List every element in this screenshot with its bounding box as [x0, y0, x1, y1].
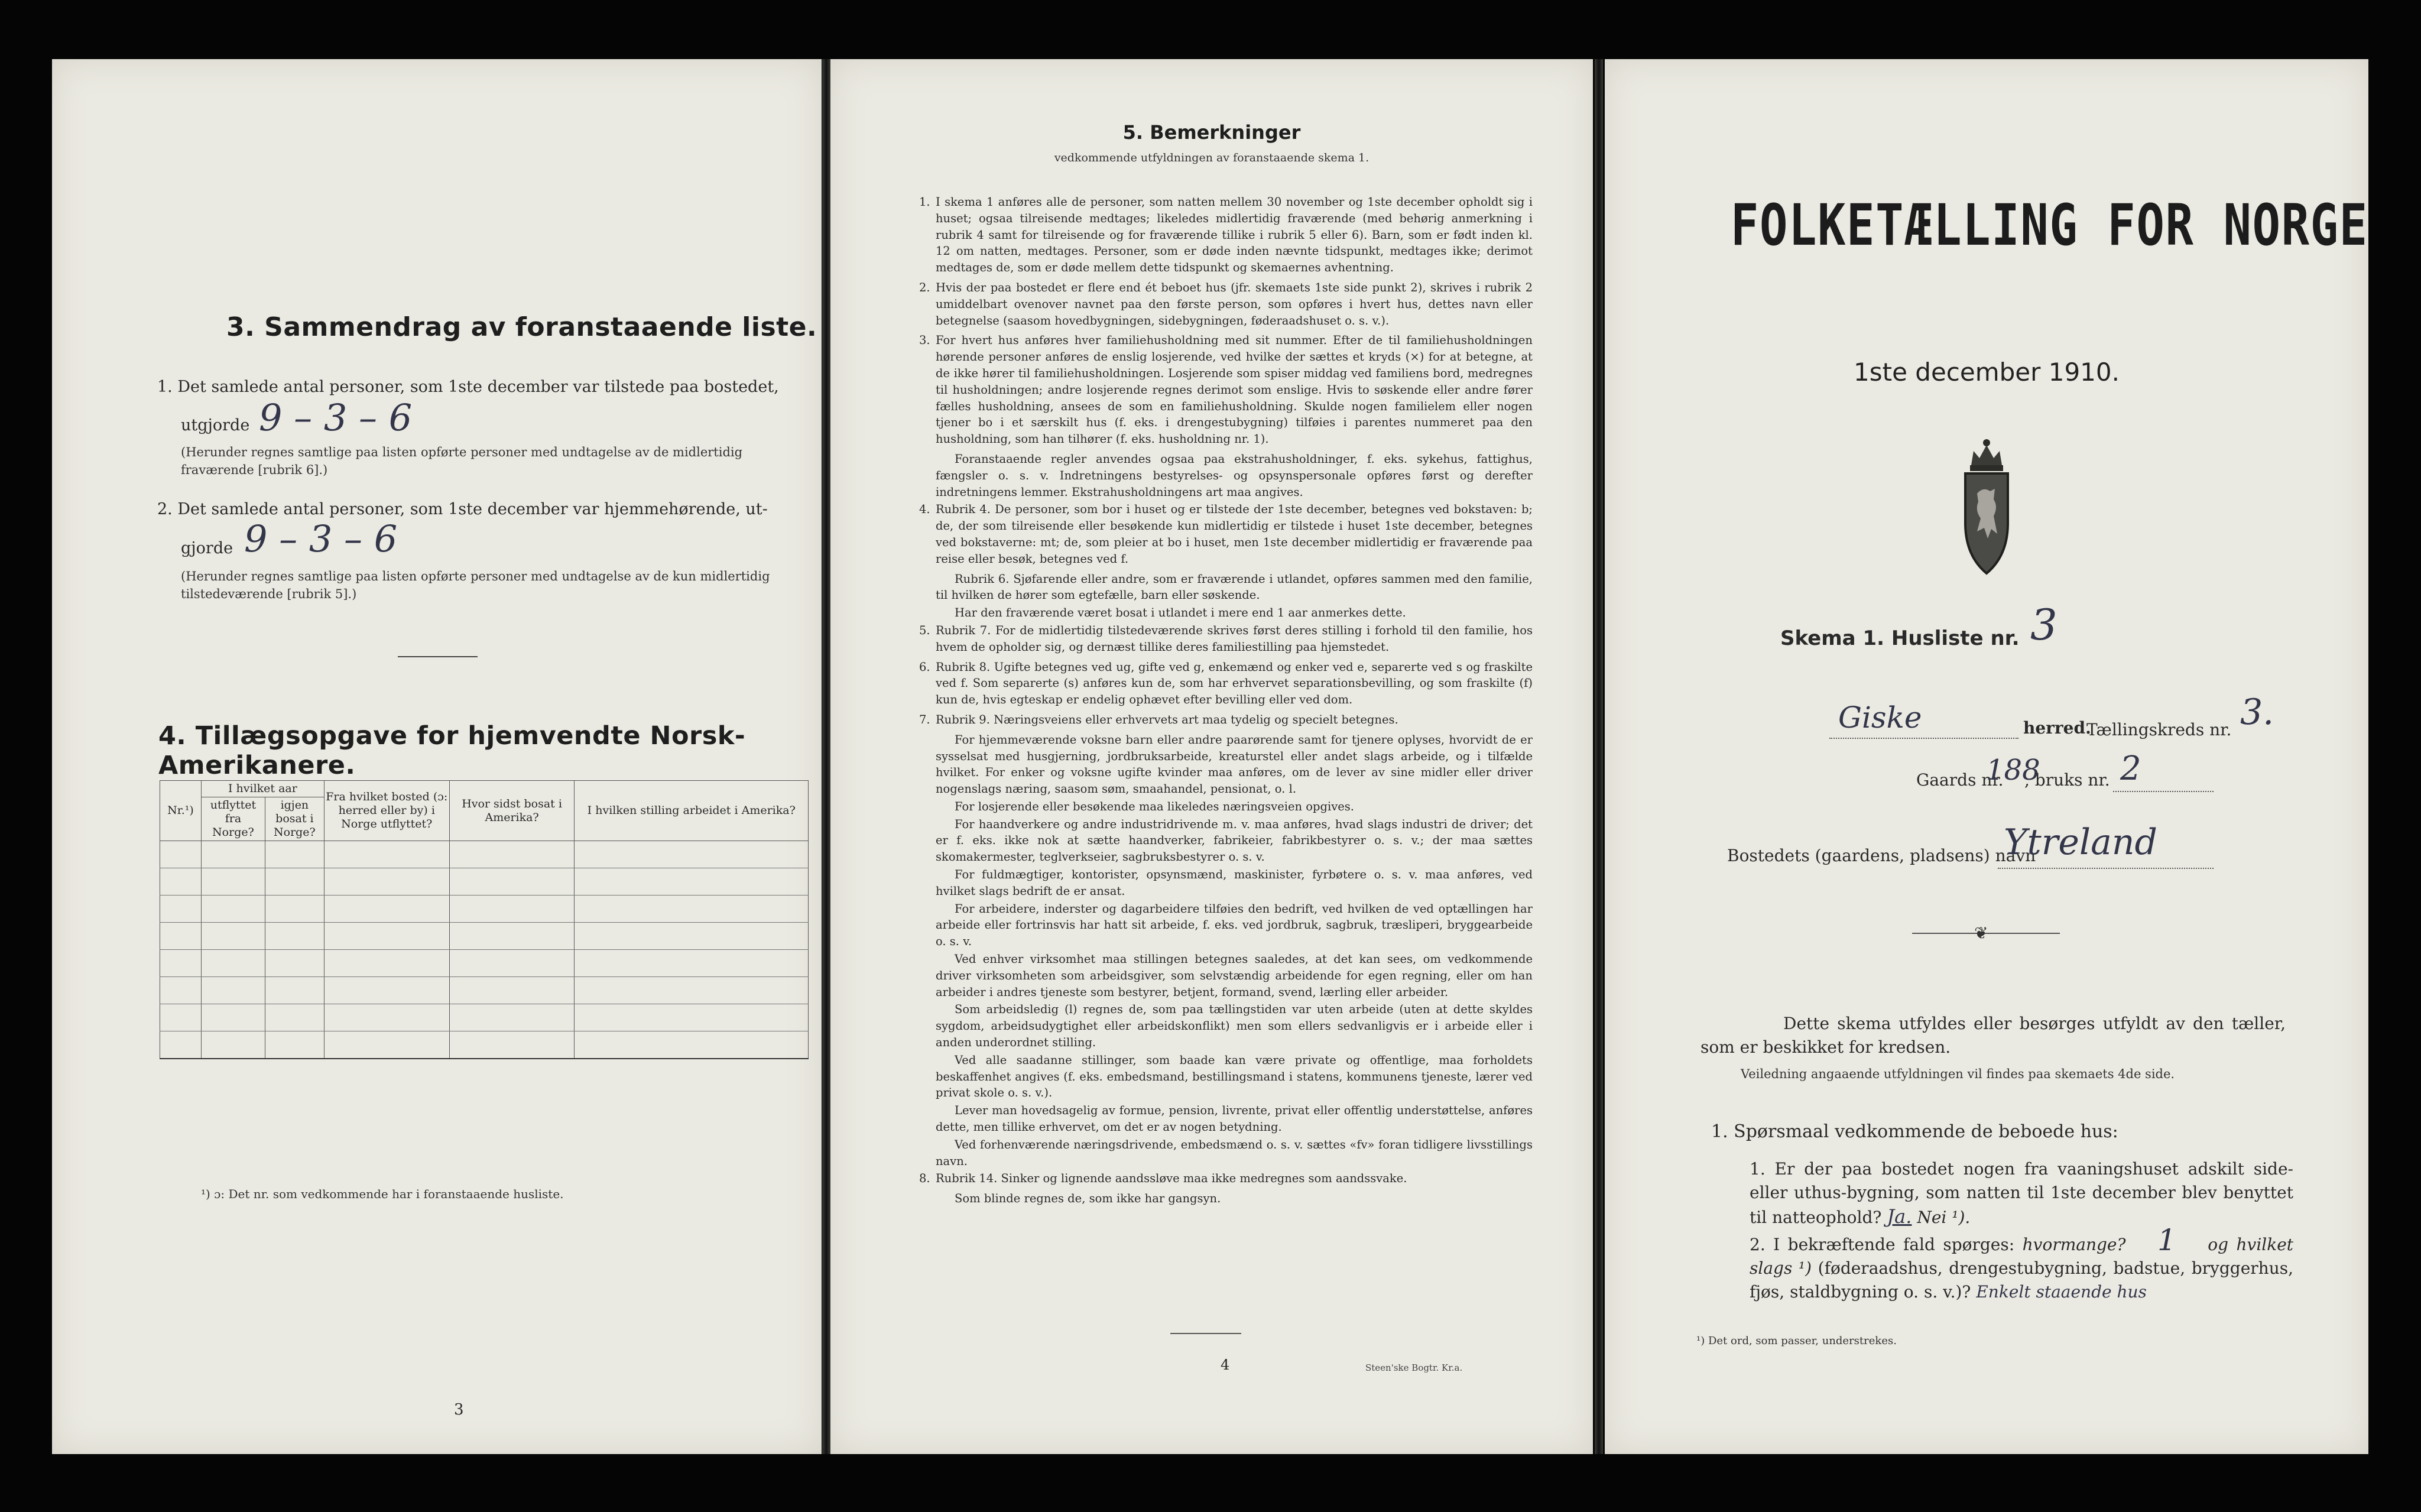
table-row [160, 1031, 809, 1059]
bruks-label: , bruks nr. [2024, 770, 2110, 790]
gaards-label: Gaards nr. [1916, 770, 2004, 790]
right-footnote: ¹) Det ord, som passer, understrekes. [1696, 1335, 1897, 1347]
table-row [160, 977, 809, 1004]
remark-text: Ved forhenværende næringsdrivende, embedsmænd o. s. v. sættes «fv» foran tidligere livsstillings navn. [936, 1137, 1533, 1168]
page-number: 3 [454, 1401, 464, 1419]
bosted-label: Bostedets (gaardens, pladsens) navn [1727, 846, 2036, 865]
answer-count: 1 [2157, 1223, 2176, 1257]
remark-number: 2. [919, 280, 930, 294]
census-date: 1ste december 1910. [1854, 358, 2120, 387]
item-2-text: 2. Det samlede antal personer, som 1ste december var hjemmehørende, ut- [157, 500, 768, 518]
table-row [160, 1004, 809, 1031]
kreds-label: Tællingskreds nr. [2086, 720, 2232, 739]
veiledning: Veiledning angaaende utfyldningen vil findes paa skemaets 4de side. [1741, 1067, 2175, 1081]
bosted-handwritten: Ytreland [2004, 822, 2157, 863]
col-fra-bosted: Fra hvilket bosted (ɔ: herred eller by) i Norge utflyttet? [324, 781, 449, 841]
remark-paragraph [919, 659, 1533, 708]
remark-text: Rubrik 4. De personer, som bor i huset og er tilstede der 1ste december, betegnes ved bokstaven: b; de, der som tilreisende eller besøkende kun midlertidig er tilstede i huset 1ste december, betegnes ved bokstaverne: mt; de, som pleier at bo i huset, men 1ste december midlertidig er fraværende paa reise eller besøk, betegnes ved f. [936, 502, 1533, 566]
remark-text: Ved alle saadanne stillinger, som baade kan være private og offentlige, maa forholdets beskaffenhet angives (f. eks. embedsmand, bestillingsmand i statens, kommunens tjeneste, lærer ved privat skole o. s. v.). [936, 1053, 1533, 1100]
answer-kind: Enkelt staaende hus [1976, 1282, 2147, 1302]
col-utflyttet: utflyttet fra Norge? [201, 797, 265, 841]
norsk-amerikaner-table [160, 780, 809, 1059]
remark-text: For fuldmægtiger, kontorister, opsynsmænd, maskinister, fyrbøtere o. s. v. maa anføres, ved hvilket slags bedrift de er ansat. [936, 868, 1533, 898]
remark-paragraph [919, 194, 1533, 276]
col-bosat: igjen bosat i Norge? [265, 797, 324, 841]
skema-label: Skema 1. Husliste nr. [1780, 627, 2020, 650]
answer-nei: Nei ¹). [1917, 1208, 1971, 1227]
remark-text: Rubrik 6. Sjøfarende eller andre, som er fraværende i utlandet, opføres sammen med den familie, til hvilken de hører som egtefælle, barn eller søskende. [936, 572, 1533, 602]
bruks-handwritten: 2 [2120, 749, 2141, 788]
husliste-number: 3 [2030, 600, 2057, 650]
item-2-handwritten-count: 9 – 3 – 6 [244, 517, 398, 560]
answer-ja: Ja. [1887, 1205, 1912, 1228]
remark-paragraph [919, 332, 1533, 447]
remark-text: Hvis der paa bostedet er flere end ét beboet hus (jfr. skemaets 1ste side punkt 2), skrives i rubrik 2 umiddelbart ovenover navnet paa den første person, som opføres i hvert hus, dettes navn eller betegnelse (saasom hovedbygningen, sidebygningen, føderaadshuset o. s. v.). [936, 280, 1533, 327]
remarks-list [919, 194, 1533, 1208]
remarks-subtitle: vedkommende utfyldningen av foranstaaende skema 1. [1054, 151, 1369, 164]
remark-text: Som blinde regnes de, som ikke har gangsyn. [955, 1192, 1221, 1206]
section-3-title: 3. Sammendrag av foranstaaende liste. [226, 312, 817, 342]
remark-paragraph [936, 1052, 1533, 1101]
remark-text: For hjemmeværende voksne barn eller andre paarørende samt for tjenere oplyses, hvorvidt de er sysselsat med husgjerning, jordbruksarbeide, kreaturstel eller andet slags arbeide, og i tilfælde hvilket. For enker og voksne ugifte kvinder maa anføres, om de lever av sine midler eller driver nogenslags næring, saasom søm, smaahandel, pensionat, o. l. [936, 732, 1533, 796]
page-right [1605, 59, 2368, 1454]
question-1: 1. Er der paa bostedet nogen fra vaaningshuset adskilt side- eller uthus-bygning, som natten til 1ste december blev benyttet til natteophold? Ja. Nei ¹). [1750, 1159, 2293, 1228]
remark-number: 4. [919, 502, 930, 517]
remark-number: 8. [919, 1172, 930, 1186]
table-row [160, 950, 809, 977]
remark-text: For losjerende eller besøkende maa likeledes næringsveien opgives. [955, 799, 1354, 813]
item-2-label: gjorde [181, 539, 233, 557]
remark-text: Ved enhver virksomhet maa stillingen betegnes saaledes, at det kan sees, om vedkommende driver virksomheten som arbeidsgiver, som selvstændig arbeidende for egen regning, eller om han arbeider i andres tjeneste som bestyrer, betjent, formand, svend, lærling eller arbeider. [936, 952, 1533, 999]
remark-number: 6. [919, 660, 930, 674]
page-gutter [1595, 59, 1603, 1454]
remark-paragraph [936, 951, 1533, 1000]
bosted-line [1998, 868, 2214, 869]
remark-text: Foranstaaende regler anvendes ogsaa paa ekstrahusholdninger, f. eks. sykehus, fattighus, fængsler o. s. v. Indretningens bestyrelses- og opsynspersonale opføres først og derefter indretningens lemmer. Ekstrahusholdningens art maa angives. [936, 452, 1533, 499]
remark-number: 5. [919, 623, 930, 637]
remark-text: Rubrik 9. Næringsveiens eller erhvervets art maa tydelig og specielt betegnes. [936, 712, 1398, 726]
remark-text: For hvert hus anføres hver familiehusholdning med sit nummer. Efter de til familiehusholdningen hørende personer anføres de enslig losjerende, ved hvilke der sættes et kryds (×) for at betegne, at de ikke hører til familiehusholdningen. Losjerende som spiser middag ved familiens bord, medregnes til husholdningen; andre losjerende regnes derimot som enslige. Hvis to søskende eller andre fører fælles husholdning, ansees de som en familiehusholdning. Skulde nogen familielem eller nogen tjener bo i et særskilt hus (f. eks. i drengestubygning) tilføies i parentes nummeret paa den husholdning, som han tilhører (f. eks. husholdning nr. 1). [936, 333, 1533, 446]
remark-text: I skema 1 anføres alle de personer, som natten mellem 30 november og 1ste december opholdt sig i huset; ogsaa tilreisende medtages; likeledes midlertidig fraværende (med behørig anmerkning i rubrik 4 samt for tilreisende og for fraværende tillike i rubrik 5 eller 6). Barn, som er født inden kl. 12 om natten, medtages. Personer, som er døde inden nævnte tidspunkt, medtages ikke; derimot medtages de, som er døde mellem dette tidspunkt og skemaernes avhentning. [936, 195, 1533, 275]
table-row [160, 868, 809, 895]
remark-paragraph [919, 712, 1533, 728]
remark-paragraph [936, 1190, 1533, 1207]
item-1-text: 1. Det samlede antal personer, som 1ste december var tilstede paa bostedet, [157, 378, 779, 396]
col-group-aar: I hvilket aar [201, 781, 324, 797]
remark-paragraph [936, 799, 1533, 815]
remark-paragraph [936, 816, 1533, 865]
remark-text: For haandverkere og andre industridrivende m. v. maa anføres, hvad slags industri de driver; det er f. eks. ikke nok at sætte haandverker, fabrikeier, fabrikbestyrer o. s. v.; der maa sættes skomakermester, teglverkseier, sagbruksbestyrer o. s. v. [936, 817, 1533, 864]
table-row [160, 895, 809, 923]
remark-paragraph [936, 451, 1533, 500]
remark-paragraph [936, 1001, 1533, 1050]
col-sidst-bosat: Hvor sidst bosat i Amerika? [449, 781, 575, 841]
coat-of-arms-icon [1959, 434, 2014, 576]
herred-handwritten: Giske [1838, 700, 1922, 735]
printer-mark: Steen'ske Bogtr. Kr.a. [1365, 1362, 1463, 1373]
remark-text: Rubrik 7. For de midlertidig tilstedeværende skrives først deres stilling i forhold til den familie, hos hvem de opholder sig, og dernæst tillike deres familiestilling paa hjemstedet. [936, 623, 1533, 654]
questions-title: 1. Spørsmaal vedkommende de beboede hus: [1711, 1121, 2118, 1142]
item-1-note: (Herunder regnes samtlige paa listen opførte personer med undtagelse av de midlertidig fraværende [rubrik 6].) [181, 445, 743, 477]
item-1-label: utgjorde [181, 416, 250, 434]
remark-text: Rubrik 14. Sinker og lignende aandssløve maa ikke medregnes som aandssvake. [936, 1172, 1407, 1186]
remark-paragraph [919, 501, 1533, 567]
remark-paragraph [919, 622, 1533, 656]
page-middle [830, 59, 1593, 1454]
remark-paragraph [936, 732, 1533, 797]
remark-number: 1. [919, 195, 930, 209]
page-number: 4 [1221, 1357, 1230, 1373]
section-4-title: 4. Tillægsopgave for hjemvendte Norsk-Amerikanere. [158, 721, 746, 780]
col-stilling: I hvilken stilling arbeidet i Amerika? [575, 781, 809, 841]
bruks-line [2113, 791, 2214, 792]
kreds-handwritten: 3. [2240, 692, 2274, 733]
divider [398, 656, 478, 657]
herred-line [1829, 738, 2018, 739]
census-title: FOLKETÆLLING FOR NORGE [1731, 192, 2368, 258]
remark-text: Lever man hovedsagelig av formue, pension, livrente, privat eller offentlig understøttelse, anføres dette, men tillike erhvervet, om det er av nogen betydning. [936, 1104, 1533, 1134]
question-2: 2. I bekræftende fald spørges: hvormange? 1 og hvilket slags ¹) (føderaadshus, drengestubygning, badstue, bryggerhus, fjøs, staldbygning o. s. v.)? Enkelt staaende hus [1750, 1223, 2294, 1302]
remark-text: Rubrik 8. Ugifte betegnes ved ug, gifte ved g, enkemænd og enker ved e, separerte ved s og fraskilte ved f. Som separerte (s) anføres kun de, som har erhvervet separationsbevilling, og som fraskilte (f) kun de, hvis egteskap er endelig ophævet efter bevilling eller ved dom. [936, 660, 1533, 707]
remark-text: Som arbeidsledig (l) regnes de, som paa tællingstiden var uten arbeide (uten at dette skyldes sygdom, arbeidsudygtighet eller arbeidskonflikt) men som ellers sedvanligvis er i arbeide eller i anden underordnet stilling. [936, 1002, 1533, 1050]
divider [1170, 1333, 1241, 1334]
item-2-note: (Herunder regnes samtlige paa listen opførte personer med undtagelse av de kun midlertidig tilstedeværende [rubrik 5].) [181, 569, 770, 601]
remark-paragraph [919, 1170, 1533, 1187]
ornament-icon: ❦ [1974, 923, 1988, 943]
remark-number: 7. [919, 712, 930, 726]
remarks-title: 5. Bemerkninger [1122, 121, 1301, 144]
remark-text: For arbeidere, inderster og dagarbeidere tilføies den bedrift, ved hvilken de ved optællingen har arbeide eller fortrinsvis har hatt sit arbeide, f. eks. ved jordbruk, sagbruk, træsliperi, bryggearbeide o. s. v. [936, 901, 1533, 949]
page-left [52, 59, 822, 1454]
page-gutter [822, 59, 830, 1454]
table-footnote: ¹) ɔ: Det nr. som vedkommende har i foranstaaende husliste. [201, 1187, 564, 1201]
remark-number: 3. [919, 333, 930, 348]
item-1-handwritten-count: 9 – 3 – 6 [259, 396, 413, 439]
remark-paragraph [936, 605, 1533, 621]
remark-paragraph [936, 1102, 1533, 1135]
remark-paragraph [919, 280, 1533, 329]
remark-paragraph [936, 867, 1533, 900]
remark-paragraph [936, 901, 1533, 950]
herred-label: herred. [2023, 718, 2091, 738]
instructions: Dette skema utfyldes eller besørges utfyldt av den tæller, som er beskikket for kredsen. [1700, 1014, 2286, 1057]
table-row [160, 841, 809, 868]
col-nr: Nr.¹) [160, 781, 202, 841]
gaards-handwritten: 188 [1986, 754, 2040, 787]
remark-text: Har den fraværende været bosat i utlandet i mere end 1 aar anmerkes dette. [955, 606, 1406, 620]
remark-paragraph [936, 1137, 1533, 1170]
table-row [160, 923, 809, 950]
remark-paragraph [936, 571, 1533, 604]
